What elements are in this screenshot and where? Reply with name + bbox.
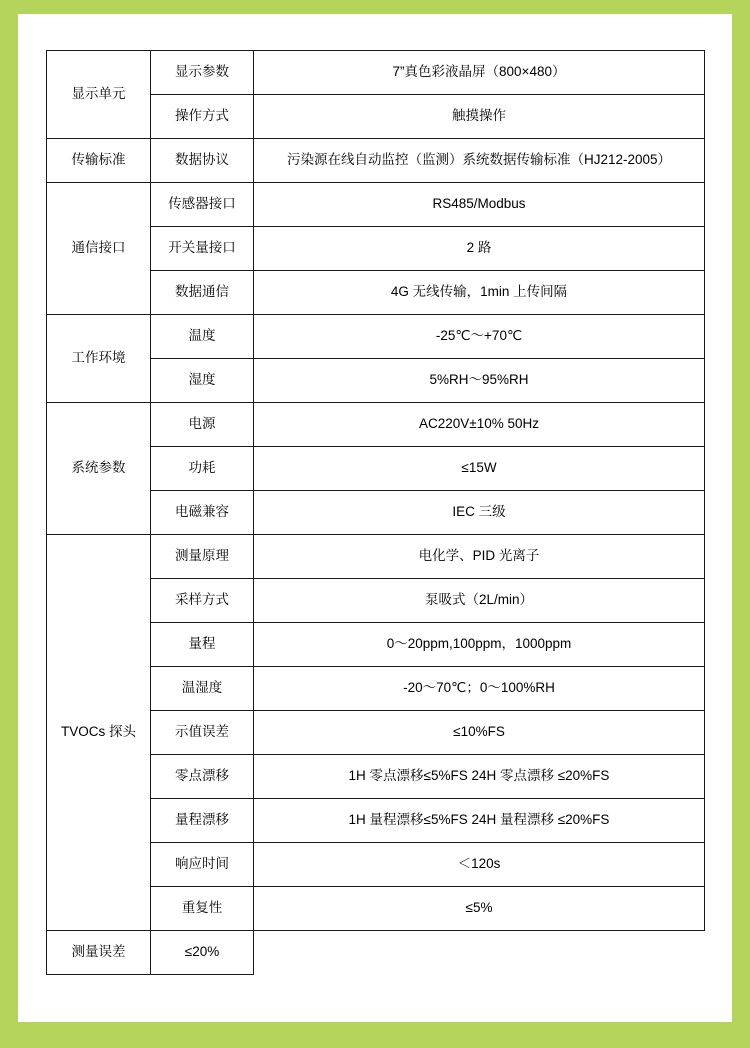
value-cell: RS485/Modbus xyxy=(254,183,705,227)
category-cell: 传输标准 xyxy=(47,139,151,183)
value-cell: 1H 零点漂移≤5%FS 24H 零点漂移 ≤20%FS xyxy=(254,755,705,799)
value-cell: ≤5% xyxy=(254,887,705,931)
item-cell: 操作方式 xyxy=(151,95,254,139)
value-cell: 7”真色彩液晶屏（800×480） xyxy=(254,51,705,95)
value-cell: 污染源在线自动监控（监测）系统数据传输标准（HJ212-2005） xyxy=(254,139,705,183)
value-cell: AC220V±10% 50Hz xyxy=(254,403,705,447)
value-cell: -20～70℃；0～100%RH xyxy=(254,667,705,711)
document-page xyxy=(18,14,732,1022)
spec-table-container xyxy=(46,50,704,975)
category-cell: 通信接口 xyxy=(47,183,151,315)
item-cell: 温湿度 xyxy=(151,667,254,711)
item-cell: 数据通信 xyxy=(151,271,254,315)
spec-table-body xyxy=(47,51,705,975)
value-cell: ＜120s xyxy=(254,843,705,887)
value-cell: 5%RH～95%RH xyxy=(254,359,705,403)
table-row xyxy=(47,139,705,183)
spec-table xyxy=(46,50,705,975)
item-cell: 开关量接口 xyxy=(151,227,254,271)
item-cell: 湿度 xyxy=(151,359,254,403)
value-cell: -25℃～+70℃ xyxy=(254,315,705,359)
item-cell: 采样方式 xyxy=(151,579,254,623)
value-cell: IEC 三级 xyxy=(254,491,705,535)
value-cell: ≤10%FS xyxy=(254,711,705,755)
item-cell: 响应时间 xyxy=(151,843,254,887)
item-cell: 测量原理 xyxy=(151,535,254,579)
item-cell: 显示参数 xyxy=(151,51,254,95)
table-row xyxy=(47,403,705,447)
item-cell: 零点漂移 xyxy=(151,755,254,799)
item-cell: 功耗 xyxy=(151,447,254,491)
value-cell: 电化学、PID 光离子 xyxy=(254,535,705,579)
category-cell: 系统参数 xyxy=(47,403,151,535)
value-cell: ≤20% xyxy=(151,931,254,975)
value-cell: 2 路 xyxy=(254,227,705,271)
table-row xyxy=(47,51,705,95)
item-cell: 量程 xyxy=(151,623,254,667)
value-cell: 触摸操作 xyxy=(254,95,705,139)
item-cell: 传感器接口 xyxy=(151,183,254,227)
item-cell: 量程漂移 xyxy=(151,799,254,843)
category-cell: TVOCs 探头 xyxy=(47,535,151,931)
item-cell: 电源 xyxy=(151,403,254,447)
item-cell: 重复性 xyxy=(151,887,254,931)
value-cell: 1H 量程漂移≤5%FS 24H 量程漂移 ≤20%FS xyxy=(254,799,705,843)
table-row xyxy=(47,183,705,227)
value-cell: 4G 无线传输，1min 上传间隔 xyxy=(254,271,705,315)
value-cell: 泵吸式（2L/min） xyxy=(254,579,705,623)
item-cell: 数据协议 xyxy=(151,139,254,183)
category-cell: 工作环境 xyxy=(47,315,151,403)
category-cell: 显示单元 xyxy=(47,51,151,139)
table-row xyxy=(47,931,705,975)
item-cell: 示值误差 xyxy=(151,711,254,755)
item-cell: 温度 xyxy=(151,315,254,359)
value-cell: 0～20ppm,100ppm，1000ppm xyxy=(254,623,705,667)
table-row xyxy=(47,535,705,579)
item-cell: 电磁兼容 xyxy=(151,491,254,535)
table-row xyxy=(47,315,705,359)
value-cell: ≤15W xyxy=(254,447,705,491)
item-cell: 测量误差 xyxy=(47,931,151,975)
